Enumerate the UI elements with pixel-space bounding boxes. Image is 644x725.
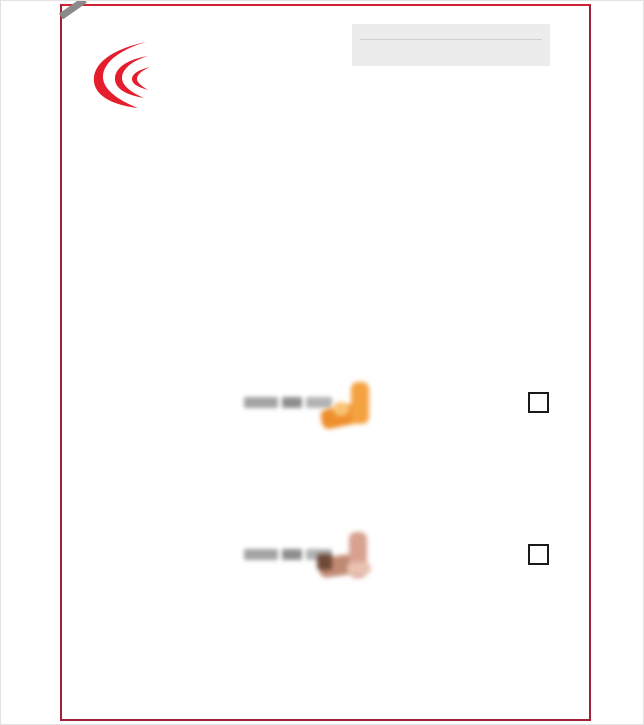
- patient-name: [360, 29, 542, 40]
- patient-row: [360, 55, 542, 59]
- audiogram-right-plot: [332, 153, 564, 357]
- oscilla-logo: [88, 40, 174, 110]
- blur-bar: [244, 549, 278, 560]
- earplug-shape: [333, 402, 349, 416]
- ear-protection-1-color-swatch: [95, 396, 112, 413]
- audiogram-left-plot: [97, 153, 329, 357]
- earplug-2-image: [317, 530, 389, 588]
- blur-bar: [244, 397, 278, 408]
- earplug-shape: [351, 382, 369, 424]
- patient-info-card: [352, 24, 550, 66]
- earplug-1-image: [317, 378, 389, 436]
- audiogram-right: [332, 153, 564, 359]
- earplug-shape: [317, 554, 332, 570]
- logo-crescent-middle: [115, 56, 148, 98]
- earplug-shape: [347, 562, 371, 575]
- blur-bar: [282, 397, 302, 408]
- audiogram-left: [97, 153, 329, 359]
- passed-checkbox-2[interactable]: [528, 544, 549, 565]
- report-page: [60, 4, 591, 721]
- logo-crescent-inner: [132, 67, 150, 90]
- ear-protection-2-color-swatch: [95, 548, 112, 565]
- ear-protection-2-header: [62, 542, 589, 592]
- ear-protection-1-header: [62, 390, 589, 440]
- passed-checkbox-1[interactable]: [528, 392, 549, 413]
- blur-bar: [282, 549, 302, 560]
